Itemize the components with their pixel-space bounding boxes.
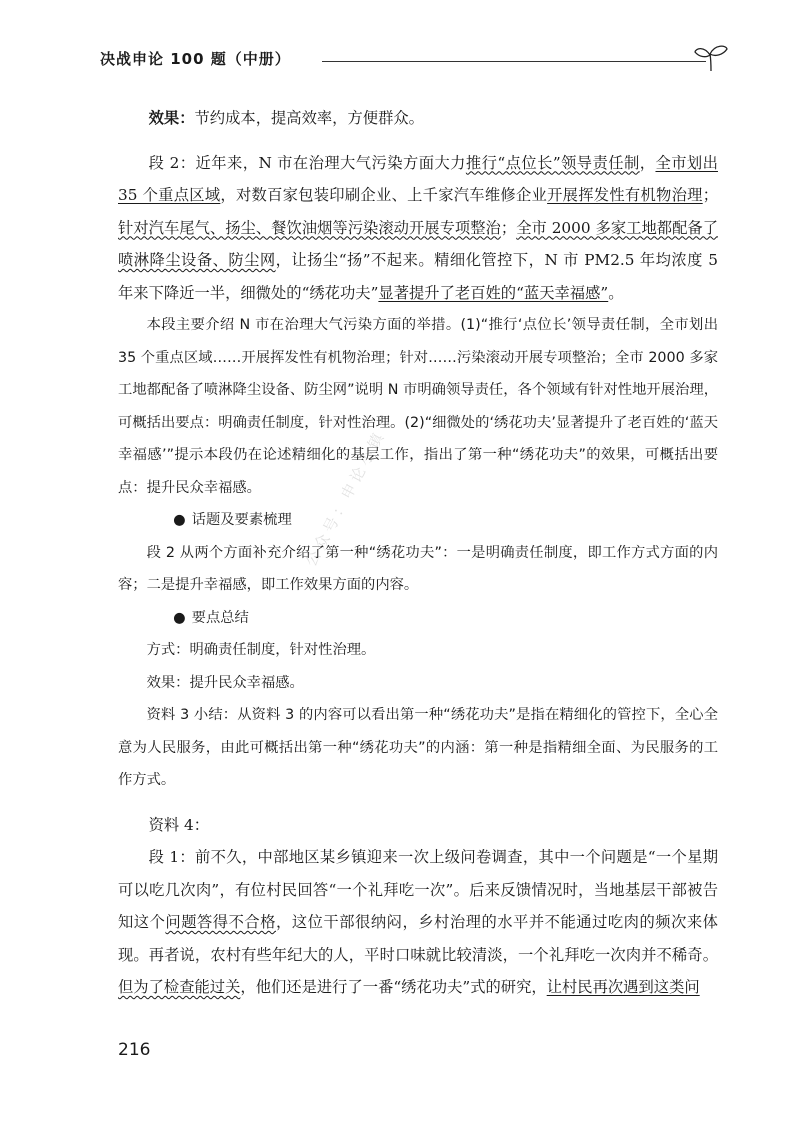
book-title: 决战申论 100 题（中册）: [100, 50, 291, 68]
text-run: ，他们还是进行了一番“绣花功夫”式的研究，: [240, 978, 547, 996]
underlined-text: 让村民再次遇到这类问: [546, 978, 700, 996]
underlined-text: 全市划出 35 个重点区域: [118, 153, 718, 204]
wavy-underlined-text: 全市 2000 多家工地都配备了喷淋降尘设备、防尘网: [118, 218, 718, 269]
text-run: 。: [608, 283, 624, 302]
text-run: ；: [702, 186, 718, 204]
text-run: ；: [500, 218, 517, 237]
header-rule: [322, 61, 706, 62]
effect-text: 节约成本，提高效率，方便群众。: [194, 109, 424, 127]
effect-line: 效果：提升民众幸福感。: [146, 674, 304, 691]
text-run: ，让扬尘“扬”不起来。精细化管控下，N 市 PM2.5 年均浓度 5 年来下降近一半，细微处的“绣花功夫”: [118, 251, 718, 302]
text-run: ，对数百家包装印刷企业、上千家汽车维修企业: [220, 186, 548, 204]
wavy-underlined-text: 但为了检查能过关: [118, 978, 241, 996]
material-3-summary: 资料 3 小结：从资料 3 的内容可以看出第一种“绣花功夫”是指在精细化的管控下，全心全意为人民服务，由此可概括出第一种“绣花功夫”的内涵：第一种是指精细全面、为民服务的工作方式。: [118, 707, 718, 788]
wavy-underlined-text: 推行“点位长”领导责任制: [465, 153, 640, 172]
running-header: [100, 42, 720, 72]
section-heading-topic: [118, 504, 718, 537]
topic-paragraph: 段 2 从两个方面补充介绍了第一种“绣花功夫”：一是明确责任制度，即工作方式方面的内容；二是提升幸福感，即工作效果方面的内容。: [118, 544, 718, 593]
wavy-underlined-text: 针对汽车尾气、扬尘、餐饮油烟等污染滚动开展专项整治: [118, 218, 501, 237]
material-4-heading: 资料 4：: [148, 815, 210, 834]
material-4-paragraph-1: [118, 841, 718, 1004]
text-run: 段 1：前不久，中部地区某乡镇迎来一次上级问卷调查，其中一个问题是“一个星期可以吃几次肉”，有位村民回答“一个礼拜吃一次”。后来反馈情况时，当地基层干部被告知这个: [118, 848, 718, 931]
watermark: 公众号：申论小镇: [301, 426, 390, 570]
analysis-paragraph: 本段主要介绍 N 市在治理大气污染方面的举措。(1)“推行‘点位长’领导责任制，全市划出 35 个重点区域……开展挥发性有机物治理；针对……污染滚动开展专项整治；全市 2000 多家工地都配备了喷淋降尘设备、防尘网”说明 N 市明确领导责任，各个领域有针对性地开展治理，可概括出要点：明确责任制度，针对性治理。(2)“细微处的‘绣花功夫’显著提升了老百姓的‘蓝天幸福感’”提示本段仍在论述精细化的基层工作，指出了第一种“绣花功夫”的效果，可概括出要点：提升民众幸福感。: [118, 317, 718, 496]
underlined-text: 开展挥发性有机物治理: [547, 186, 703, 204]
heading-text: 要点总结: [191, 609, 249, 626]
underlined-text: 显著提升了老百姓的“蓝天幸福感”: [378, 283, 609, 302]
text-run: ，: [639, 153, 656, 172]
bullet-icon: ●: [173, 512, 186, 528]
method-line: 方式：明确责任制度，针对性治理。: [146, 642, 376, 658]
material-paragraph-2: [118, 147, 718, 310]
effect-label: 效果：: [148, 109, 195, 127]
text-run: 段 2：近年来，N 市在治理大气污染方面大力: [148, 153, 466, 172]
wavy-underlined-text: 问题答得不合格: [165, 913, 277, 931]
text-run: ，这位干部很纳闷，乡村治理的水平并不能通过吃肉的频次来体现。再者说，农村有些年纪大的人，平时口味就比较清淡，一个礼拜吃一次肉并不稀奇。: [118, 913, 718, 964]
heading-text: 话题及要素梳理: [191, 512, 292, 528]
page-number: 216: [118, 1040, 151, 1060]
effect-paragraph: [118, 102, 718, 135]
section-heading-summary: [118, 602, 718, 635]
sprout-icon: [693, 42, 729, 72]
page-body: [118, 96, 718, 1004]
bullet-icon: ●: [173, 609, 186, 626]
